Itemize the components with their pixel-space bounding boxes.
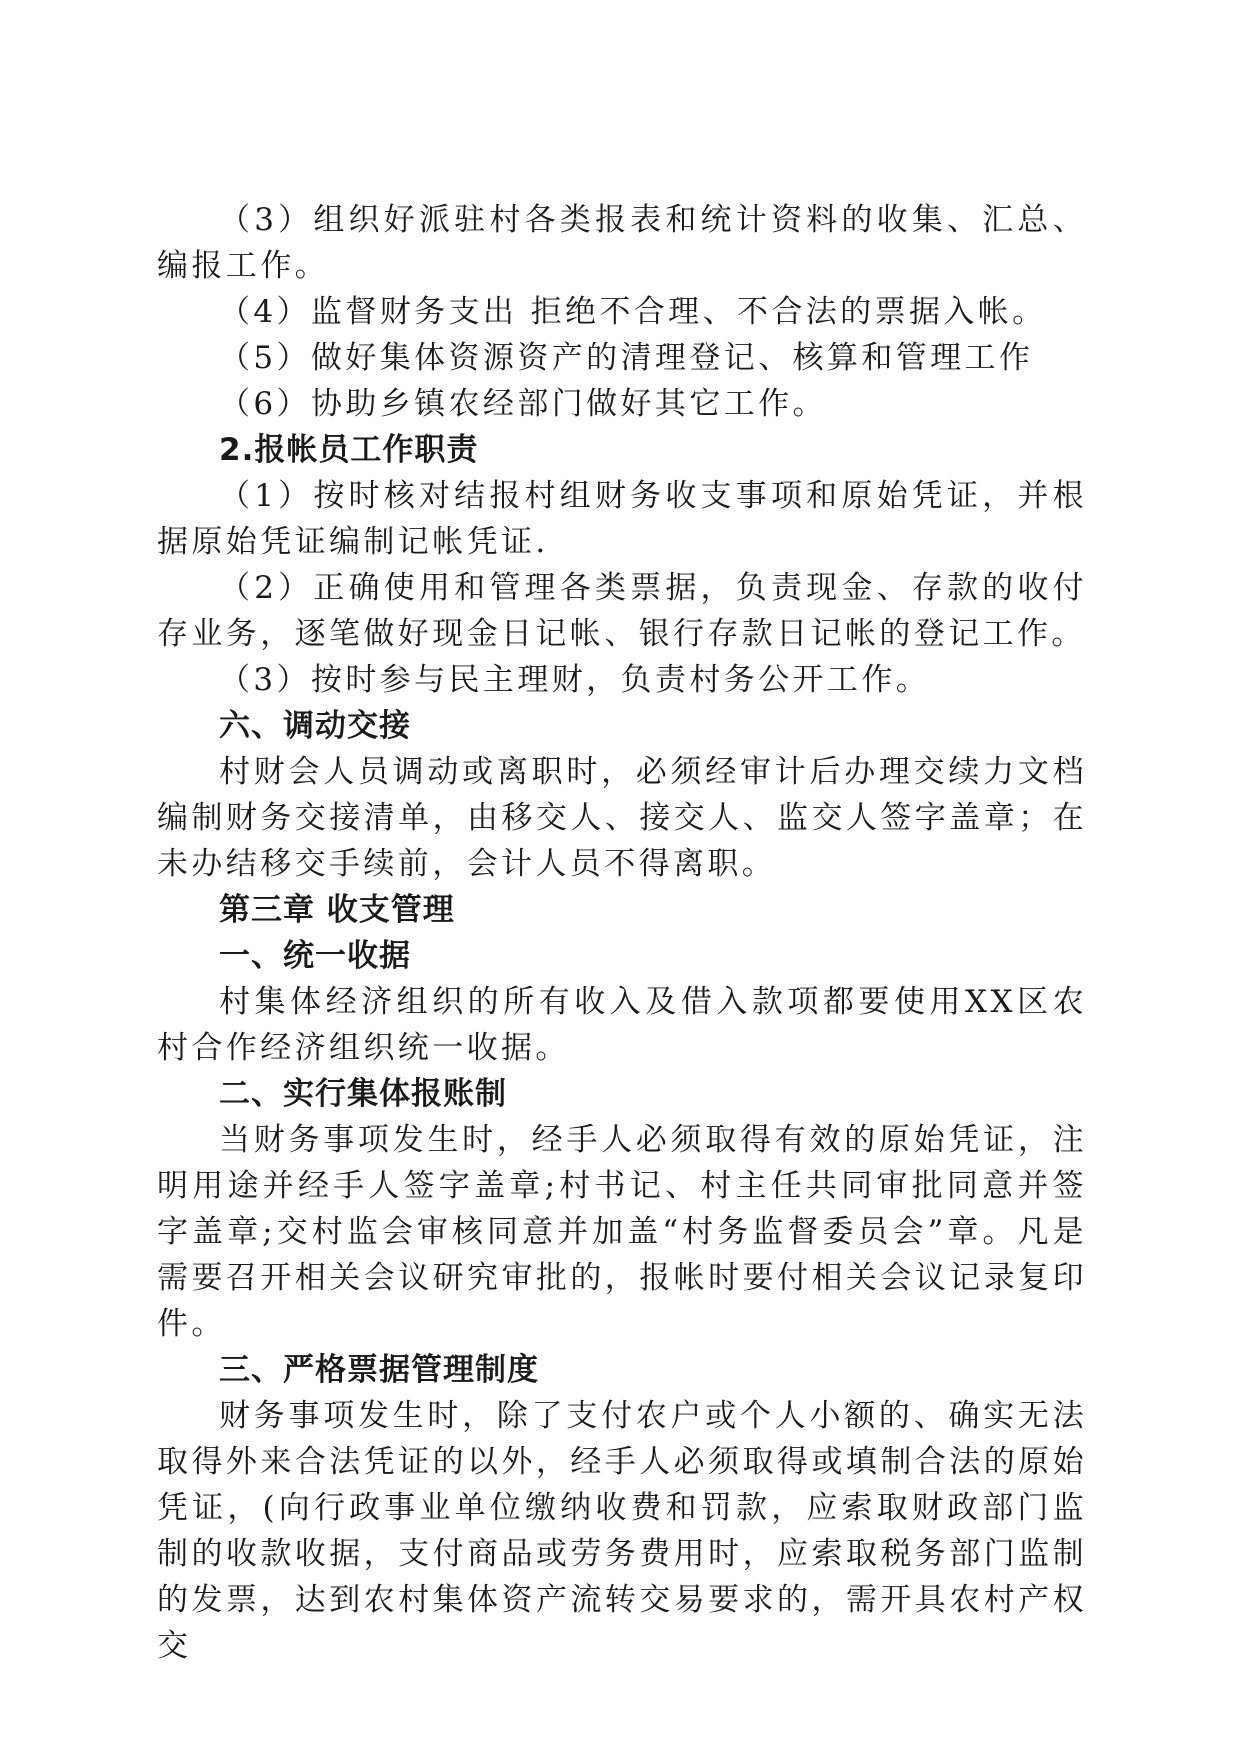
handover-paragraph: 村财会人员调动或离职时，必须经审计后办理交续力文档编制财务交接清单，由移交人、接交人、监交人签字盖章；在未办结移交手续前，会计人员不得离职。 xyxy=(157,754,1087,882)
section-heading-invoice-management: 三、严格票据管理制度 xyxy=(219,1352,539,1388)
clerk-duty-item-2: （2）正确使用和管理各类票据，负责现金、存款的收付存业务，逐笔做好现金日记帐、银行存款日记帐的登记工作。 xyxy=(157,570,1087,652)
document-body xyxy=(157,197,1087,1669)
duty-item-3: （3）组织好派驻村各类报表和统计资料的收集、汇总、编报工作。 xyxy=(157,202,1087,284)
chapter-heading-3: 第三章 收支管理 xyxy=(219,892,455,928)
unified-receipts-paragraph: 村集体经济组织的所有收入及借入款项都要使用XX区农村合作经济组织统一收据。 xyxy=(157,984,1087,1066)
section-heading-clerk-duties: 2.报帐员工作职责 xyxy=(219,432,479,468)
clerk-duty-item-3: （3）按时参与民主理财，负责村务公开工作。 xyxy=(219,662,931,698)
section-heading-handover: 六、调动交接 xyxy=(219,708,411,744)
duty-item-6: （6）协助乡镇农经部门做好其它工作。 xyxy=(219,386,827,422)
section-heading-unified-receipts: 一、统一收据 xyxy=(219,938,411,974)
reimbursement-paragraph: 当财务事项发生时，经手人必须取得有效的原始凭证，注明用途并经手人签字盖章;村书记、村主任共同审批同意并签字盖章;交村监会审核同意并加盖“村务监督委员会”章。凡是需要召开相关会议研究审批的，报帐时要付相关会议记录复印件。 xyxy=(157,1122,1087,1342)
clerk-duty-item-1: （1）按时核对结报村组财务收支事项和原始凭证，并根据原始凭证编制记帐凭证. xyxy=(157,478,1087,560)
invoice-management-paragraph: 财务事项发生时，除了支付农户或个人小额的、确实无法取得外来合法凭证的以外，经手人必须取得或填制合法的原始凭证，(向行政事业单位缴纳收费和罚款，应索取财政部门监制的收款收据，支付商品或劳务费用时，应索取税务部门监制的发票，达到农村集体资产流转交易要求的，需开具农村产权交 xyxy=(157,1398,1087,1664)
section-heading-reimbursement: 二、实行集体报账制 xyxy=(219,1076,507,1112)
duty-item-4: （4）监督财务支出 拒绝不合理、不合法的票据入帐。 xyxy=(219,294,1047,330)
duty-item-5: （5）做好集体资源资产的清理登记、核算和管理工作 xyxy=(219,340,1034,376)
